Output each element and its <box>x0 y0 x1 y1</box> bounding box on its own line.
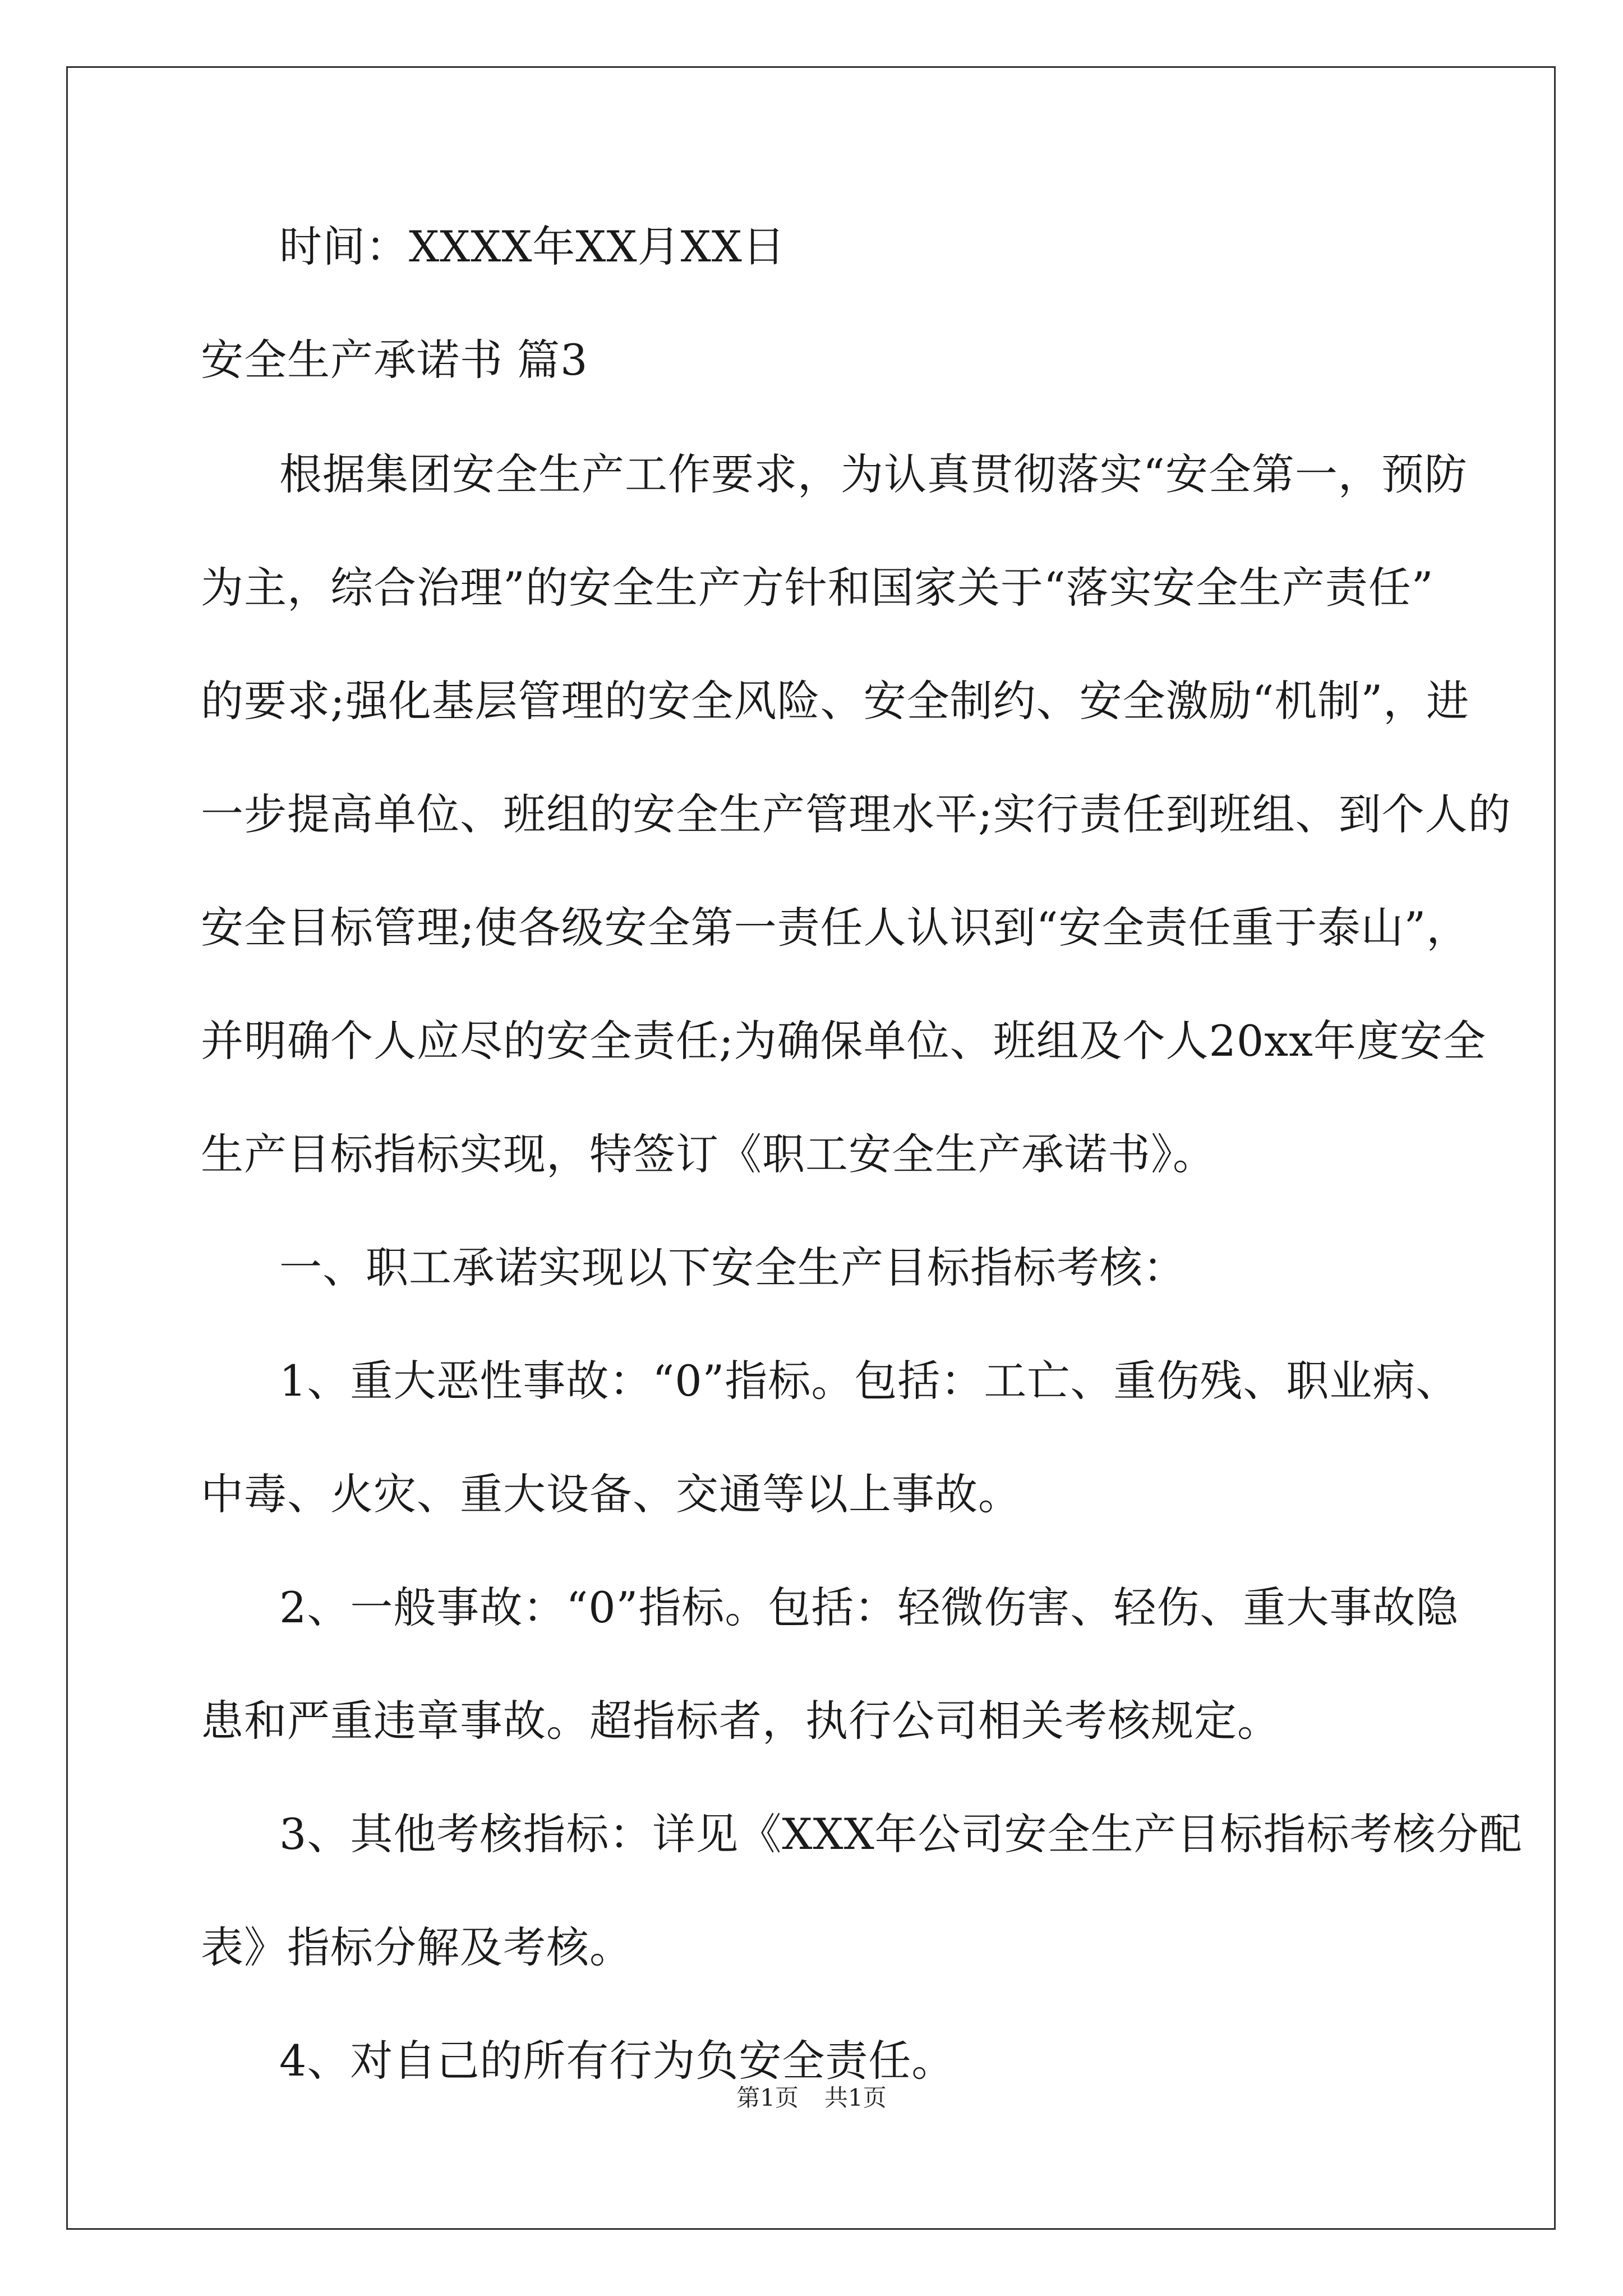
item-2-line: 患和严重违章事故。超指标者，执行公司相关考核规定。 <box>201 1696 1280 1746</box>
section-title: 安全生产承诺书 篇3 <box>201 335 588 385</box>
intro-paragraph-line: 并明确个人应尽的安全责任;为确保单位、班组及个人20xx年度安全 <box>201 1016 1487 1066</box>
heading-one: 一、职工承诺实现以下安全生产目标指标考核： <box>279 1243 1186 1292</box>
intro-paragraph-line: 一步提高单位、班组的安全生产管理水平;实行责任到班组、到个人的 <box>201 789 1511 839</box>
item-3-line: 3、其他考核指标：详见《XXX年公司安全生产目标指标考核分配 <box>279 1809 1523 1859</box>
page-footer <box>0 2081 1623 2115</box>
intro-paragraph-line: 安全目标管理;使各级安全第一责任人认识到“安全责任重于泰山”， <box>201 903 1470 953</box>
item-3-line: 表》指标分解及考核。 <box>201 1922 633 1972</box>
item-1-line: 1、重大恶性事故：“0”指标。包括：工亡、重伤残、职业病、 <box>279 1356 1459 1406</box>
item-2-line: 2、一般事故：“0”指标。包括：轻微伤害、轻伤、重大事故隐 <box>279 1582 1459 1632</box>
intro-paragraph-line: 生产目标指标实现，特签订《职工安全生产承诺书》。 <box>201 1129 1216 1179</box>
page-number-total: 共1页 <box>824 2084 887 2111</box>
item-4-line: 4、对自己的所有行为负安全责任。 <box>279 2036 955 2086</box>
intro-paragraph-line: 的要求;强化基层管理的安全风险、安全制约、安全激励“机制”，进 <box>201 676 1470 726</box>
date-line: 时间：XXXX年XX月XX日 <box>279 222 786 272</box>
item-1-line: 中毒、火灾、重大设备、交通等以上事故。 <box>201 1469 1021 1519</box>
intro-paragraph-line: 为主，综合治理”的安全生产方针和国家关于“落实安全生产责任” <box>201 563 1434 613</box>
page-number-current: 第1页 <box>736 2084 799 2111</box>
intro-paragraph-line: 根据集团安全生产工作要求，为认真贯彻落实“安全第一，预防 <box>279 449 1468 499</box>
